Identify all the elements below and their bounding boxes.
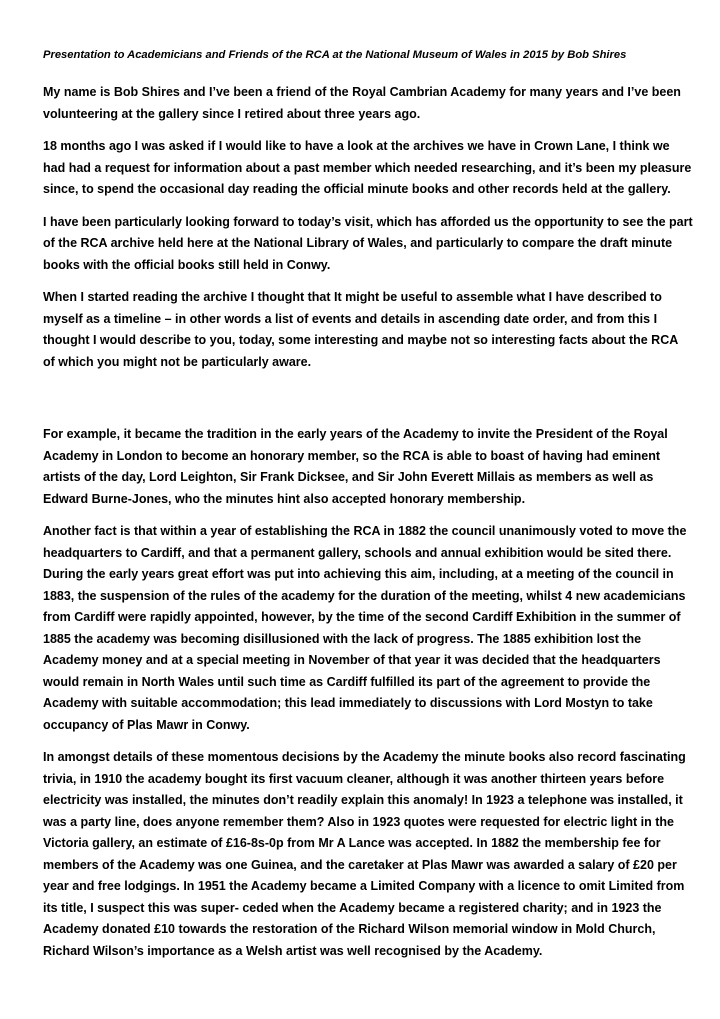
- paragraph-visit: I have been particularly looking forward to today’s visit, which has afforded us the opportunity to see the part of the RCA archive held here at the National Library of Wales, and particularly to compare the draft minute books with the official books still held in Conwy.: [43, 214, 693, 272]
- paragraph-honorary-members: For example, it became the tradition in the early years of the Academy to invite the President of the Royal Academy in London to become an honorary member, so the RCA is able to boast of having had eminent artists of the day, Lord Leighton, Sir Frank Dicksee, and Sir John Everett Millais as members as well as Edward Burne-Jones, who the minutes hint also accepted honorary membership.: [43, 427, 668, 506]
- document-title: Presentation to Academicians and Friends of the RCA at the National Museum of Wales in 2015 by Bob Shires: [43, 49, 627, 61]
- paragraph-trivia: In amongst details of these momentous decisions by the Academy the minute books also record fascinating trivia, in 1910 the academy bought its first vacuum cleaner, although it was another thirteen years before electricity was installed, the minutes don’t readily explain this anomaly! In 1923 a telephone was installed, it was a party line, does anyone remember them? Also in 1923 quotes were requested for electric light in the Victoria gallery, an estimate of £16-8s-0p from Mr A Lance was accepted. In 1882 the membership fee for members of the Academy was one Guinea, and the caretaker at Plas Mawr was awarded a salary of £20 per year and free lodgings. In 1951 the Academy became a Limited Company with a licence to omit Limited from its title, I suspect this was super- ceded when the Academy became a registered charity; and in 1923 the Academy donated £10 towards the restoration of the Richard Wilson memorial window in Mold Church, Richard Wilson’s importance as a Welsh artist was well recognised by the Academy.: [43, 750, 686, 958]
- paragraph-timeline: When I started reading the archive I thought that It might be useful to assemble what I have described to myself as a timeline – in other words a list of events and details in ascending date order, and from this I thought I would describe to you, today, some interesting and maybe not so interesting facts about the RCA of which you might not be particularly aware.: [43, 290, 678, 369]
- paragraph-introduction: My name is Bob Shires and I’ve been a friend of the Royal Cambrian Academy for many years and I’ve been volunteering at the gallery since I retired about three years ago.: [43, 85, 681, 121]
- section-break: [43, 384, 693, 424]
- paragraph-archives: 18 months ago I was asked if I would like to have a look at the archives we have in Crown Lane, I think we had had a request for information about a past member which needed researching, and it’s been my pleasure since, to spend the occasional day reading the official minute books and other records held at the gallery.: [43, 139, 692, 196]
- document-page: [43, 48, 693, 973]
- paragraph-cardiff-headquarters: Another fact is that within a year of establishing the RCA in 1882 the council unanimously voted to move the headquarters to Cardiff, and that a permanent gallery, schools and annual exhibition would be sited there. During the early years great effort was put into achieving this aim, including, at a meeting of the council in 1883, the suspension of the rules of the academy for the duration of the meeting, whilst 4 new academicians from Cardiff were rapidly appointed, however, by the time of the second Cardiff Exhibition in the summer of 1885 the academy was becoming disillusioned with the lack of progress. The 1885 exhibition lost the Academy money and at a special meeting in November of that year it was decided that the headquarters would remain in North Wales until such time as Cardiff fulfilled its part of the agreement to provide the Academy with suitable accommodation; this lead immediately to discussions with Lord Mostyn to take occupancy of Plas Mawr in Conwy.: [43, 524, 687, 732]
